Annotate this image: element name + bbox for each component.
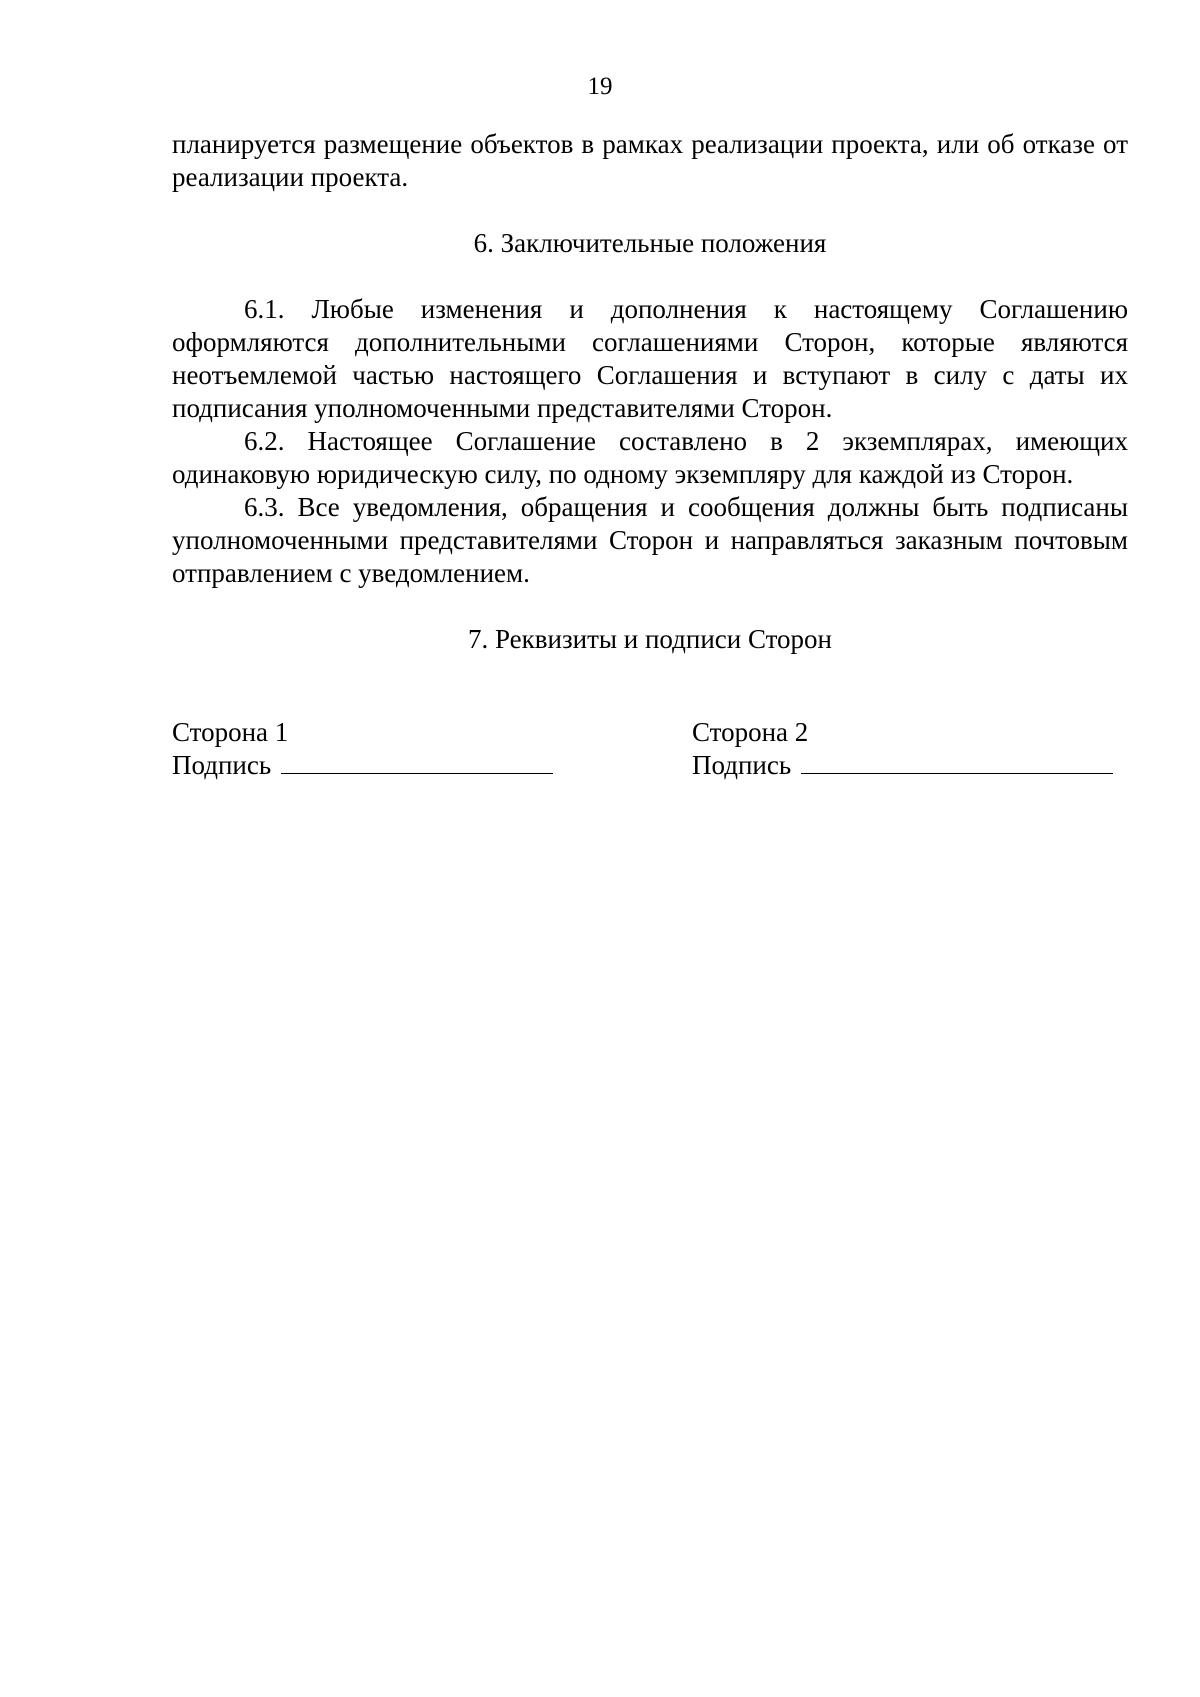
party-2-name: Сторона 2: [692, 717, 809, 747]
clause-6-1: 6.1. Любые изменения и дополнения к настоящему Соглашению оформляются дополнительными соглашениями Сторон, которые являются неотъемлемой частью настоящего Соглашения и вступают в силу с даты их подписания уполномоченными представителями Сторон.: [172, 294, 1128, 423]
section-6-heading: 6. Заключительные положения: [473, 228, 827, 258]
clause-6-2: 6.2. Настоящее Соглашение составлено в 2 экземплярах, имеющих одинаковую юридическую силу, по одному экземпляру для каждой из Сторон.: [172, 426, 1128, 489]
party-1: [172, 716, 553, 782]
page-number: 19: [587, 73, 613, 100]
party-1-signature-line: [281, 749, 553, 774]
party-2-signature-row: [692, 749, 1113, 782]
section-7-heading: 7. Реквизиты и подписи Сторон: [468, 624, 832, 654]
party-1-name: Сторона 1: [172, 717, 289, 747]
party-2: [692, 716, 1113, 782]
party-1-signature-label: Подпись: [172, 750, 272, 780]
document-body: [172, 128, 1128, 656]
party-2-signature-label: Подпись: [692, 750, 792, 780]
party-1-signature-row: [172, 749, 553, 782]
party-2-signature-line: [801, 749, 1113, 774]
continuation-paragraph: планируется размещение объектов в рамках реализации проекта, или об отказе от реализации проекта.: [172, 129, 1128, 192]
clause-6-3: 6.3. Все уведомления, обращения и сообщения должны быть подписаны уполномоченными представителями Сторон и направляться заказным почтовым отправлением с уведомлением.: [172, 492, 1128, 588]
